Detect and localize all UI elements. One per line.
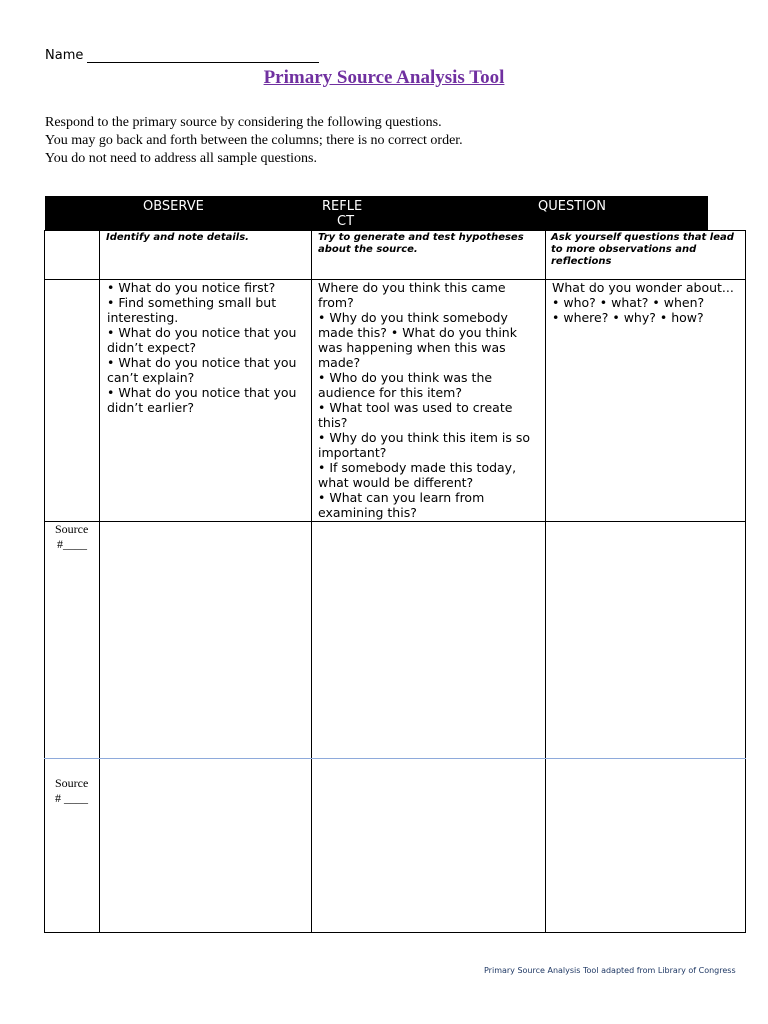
source-2-reflect-answer[interactable] (312, 759, 545, 932)
table-border-right (745, 230, 746, 933)
name-label: Name (45, 48, 84, 63)
list-item: What do you wonder about... (552, 280, 734, 295)
list-item: • What do you notice that you can’t explain? (107, 355, 297, 385)
list-item: Where do you think this came from? (318, 280, 506, 310)
header-reflect-line2: CT (337, 214, 355, 229)
reflect-question-list (318, 280, 540, 520)
subheader-reflect: Try to generate and test hypotheses about the source. (318, 232, 524, 255)
list-item: • who? • what? • when? (552, 295, 705, 310)
row-divider (44, 230, 746, 231)
subheader-observe: Identify and note details. (106, 232, 249, 243)
source-number-blank[interactable]: #____ (57, 537, 87, 551)
header-observe: OBSERVE (143, 199, 204, 214)
list-item: • where? • why? • how? (552, 310, 704, 325)
source-label-line1: Source (55, 522, 89, 536)
intro-line: You do not need to address all sample questions. (45, 151, 317, 166)
source-label (55, 776, 88, 806)
table-border-left (44, 230, 45, 933)
source-label-line1: Source (55, 776, 89, 790)
source-2-question-answer[interactable] (546, 759, 745, 932)
header-reflect-line1: REFLE (322, 199, 363, 214)
list-item: • Why do you think somebody made this? • What do you think was happening when this was made? (318, 310, 517, 370)
list-item: • If somebody made this today, what would be different? (318, 460, 517, 490)
source-1-reflect-answer[interactable] (312, 522, 545, 758)
footer-credit: Primary Source Analysis Tool adapted from Library of Congress (484, 966, 736, 975)
source-1-question-answer[interactable] (546, 522, 745, 758)
list-item: • Who do you think was the audience for this item? (318, 370, 493, 400)
source-number-blank[interactable]: # ____ (55, 791, 88, 805)
table-border-bottom (44, 932, 746, 933)
observe-question-list (107, 280, 307, 415)
question-prompt-list (552, 280, 740, 325)
source-label (55, 522, 88, 552)
list-item: • What do you notice first? (107, 280, 276, 295)
intro-line: Respond to the primary source by considering the following questions. (45, 115, 442, 130)
source-1-observe-answer[interactable] (100, 522, 311, 758)
list-item: • Why do you think this item is so important? (318, 430, 531, 460)
list-item: • What can you learn from examining this? (318, 490, 485, 520)
intro-paragraph (45, 114, 463, 168)
page-title: Primary Source Analysis Tool (263, 67, 505, 88)
source-2-observe-answer[interactable] (100, 759, 311, 932)
name-field[interactable] (45, 48, 319, 63)
list-item: • What tool was used to create this? (318, 400, 513, 430)
subheader-question: Ask yourself questions that lead to more observations and reflections (551, 232, 734, 267)
list-item: • What do you notice that you didn’t expect? (107, 325, 297, 355)
list-item: • What do you notice that you didn’t earlier? (107, 385, 297, 415)
header-question: QUESTION (538, 199, 606, 214)
intro-line: You may go back and forth between the columns; there is no correct order. (45, 133, 463, 148)
name-blank-line[interactable] (87, 50, 319, 63)
list-item: • Find something small but interesting. (107, 295, 277, 325)
header-reflect (322, 199, 372, 229)
